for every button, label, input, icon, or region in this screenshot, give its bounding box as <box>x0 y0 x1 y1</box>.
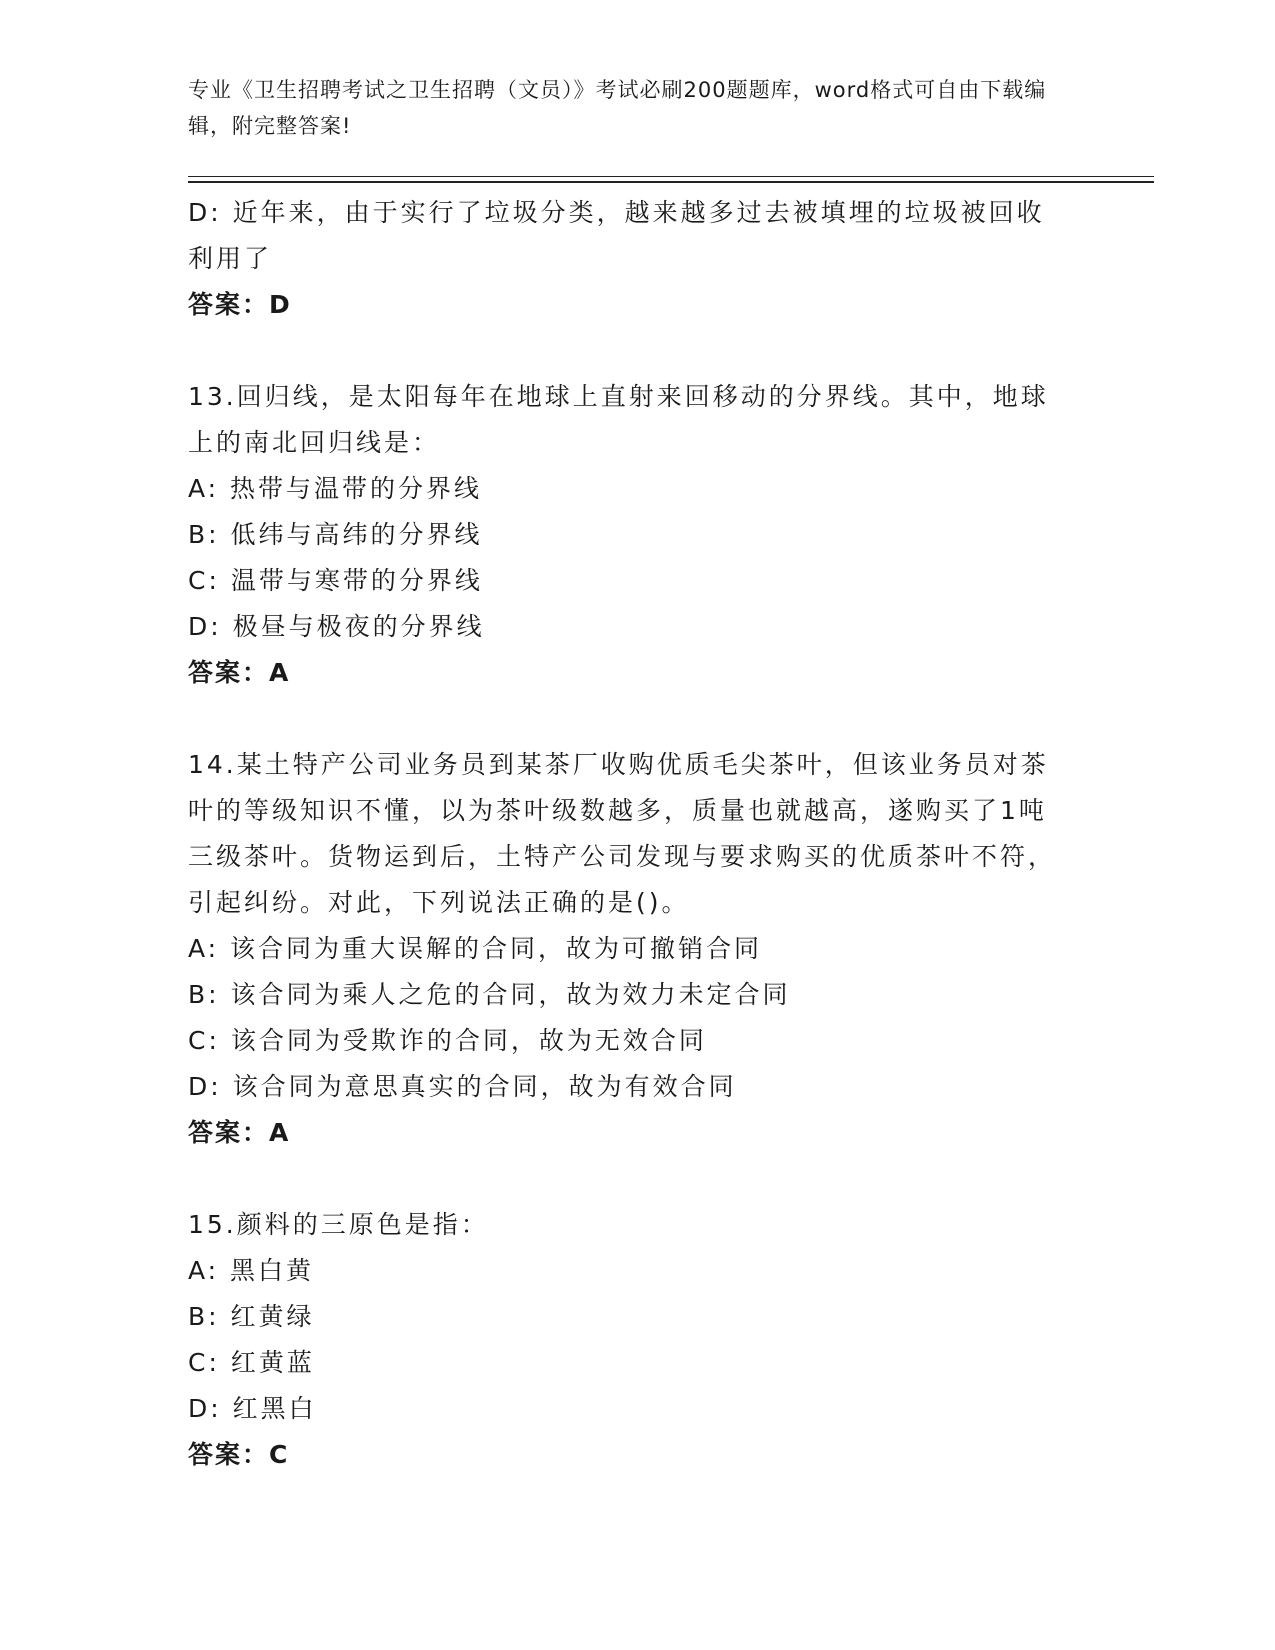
option-b: B: 该合同为乘人之危的合同，故为效力未定合同 <box>188 980 791 1009</box>
option-d: D: 该合同为意思真实的合同，故为有效合同 <box>188 1072 737 1101</box>
option-d: D: 近年来，由于实行了垃圾分类，越来越多过去被填埋的垃圾被回收利用了 <box>188 198 1045 273</box>
option-a: A: 黑白黄 <box>188 1256 315 1285</box>
question-stem: 13.回归线，是太阳每年在地球上直射来回移动的分界线。其中，地球上的南北回归线是： <box>188 382 1049 457</box>
option-d: D: 极昼与极夜的分界线 <box>188 612 485 641</box>
option-b: B: 红黄绿 <box>188 1302 315 1331</box>
question-13 <box>188 374 1068 696</box>
answer: 答案：D <box>188 290 292 319</box>
question-stem: 15.颜料的三原色是指： <box>188 1210 489 1239</box>
question-stem: 14.某土特产公司业务员到某茶厂收购优质毛尖茶叶，但该业务员对茶叶的等级知识不懂，以为茶叶级数越多，质量也就越高，遂购买了1吨三级茶叶。货物运到后，土特产公司发现与要求购买的优质茶叶不符，引起纠纷。对此，下列说法正确的是()。 <box>188 750 1057 917</box>
option-d: D: 红黑白 <box>188 1394 317 1423</box>
option-b: B: 低纬与高纬的分界线 <box>188 520 483 549</box>
option-a: A: 热带与温带的分界线 <box>188 474 483 503</box>
previous-question-tail <box>188 190 1068 328</box>
header-divider-thin <box>188 176 1154 177</box>
option-c: C: 红黄蓝 <box>188 1348 315 1377</box>
option-c: C: 温带与寒带的分界线 <box>188 566 483 595</box>
answer: 答案：C <box>188 1440 290 1469</box>
option-c: C: 该合同为受欺诈的合同，故为无效合同 <box>188 1026 707 1055</box>
answer: 答案：A <box>188 658 291 687</box>
header-divider-thick <box>188 181 1154 183</box>
document-body <box>188 190 1068 1478</box>
option-a: A: 该合同为重大误解的合同，故为可撤销合同 <box>188 934 763 963</box>
question-15 <box>188 1202 1068 1478</box>
answer: 答案：A <box>188 1118 291 1147</box>
question-14 <box>188 742 1068 1156</box>
document-header: 专业《卫生招聘考试之卫生招聘（文员）》考试必刷200题题库，word格式可自由下载编辑，附完整答案! <box>188 78 1047 138</box>
